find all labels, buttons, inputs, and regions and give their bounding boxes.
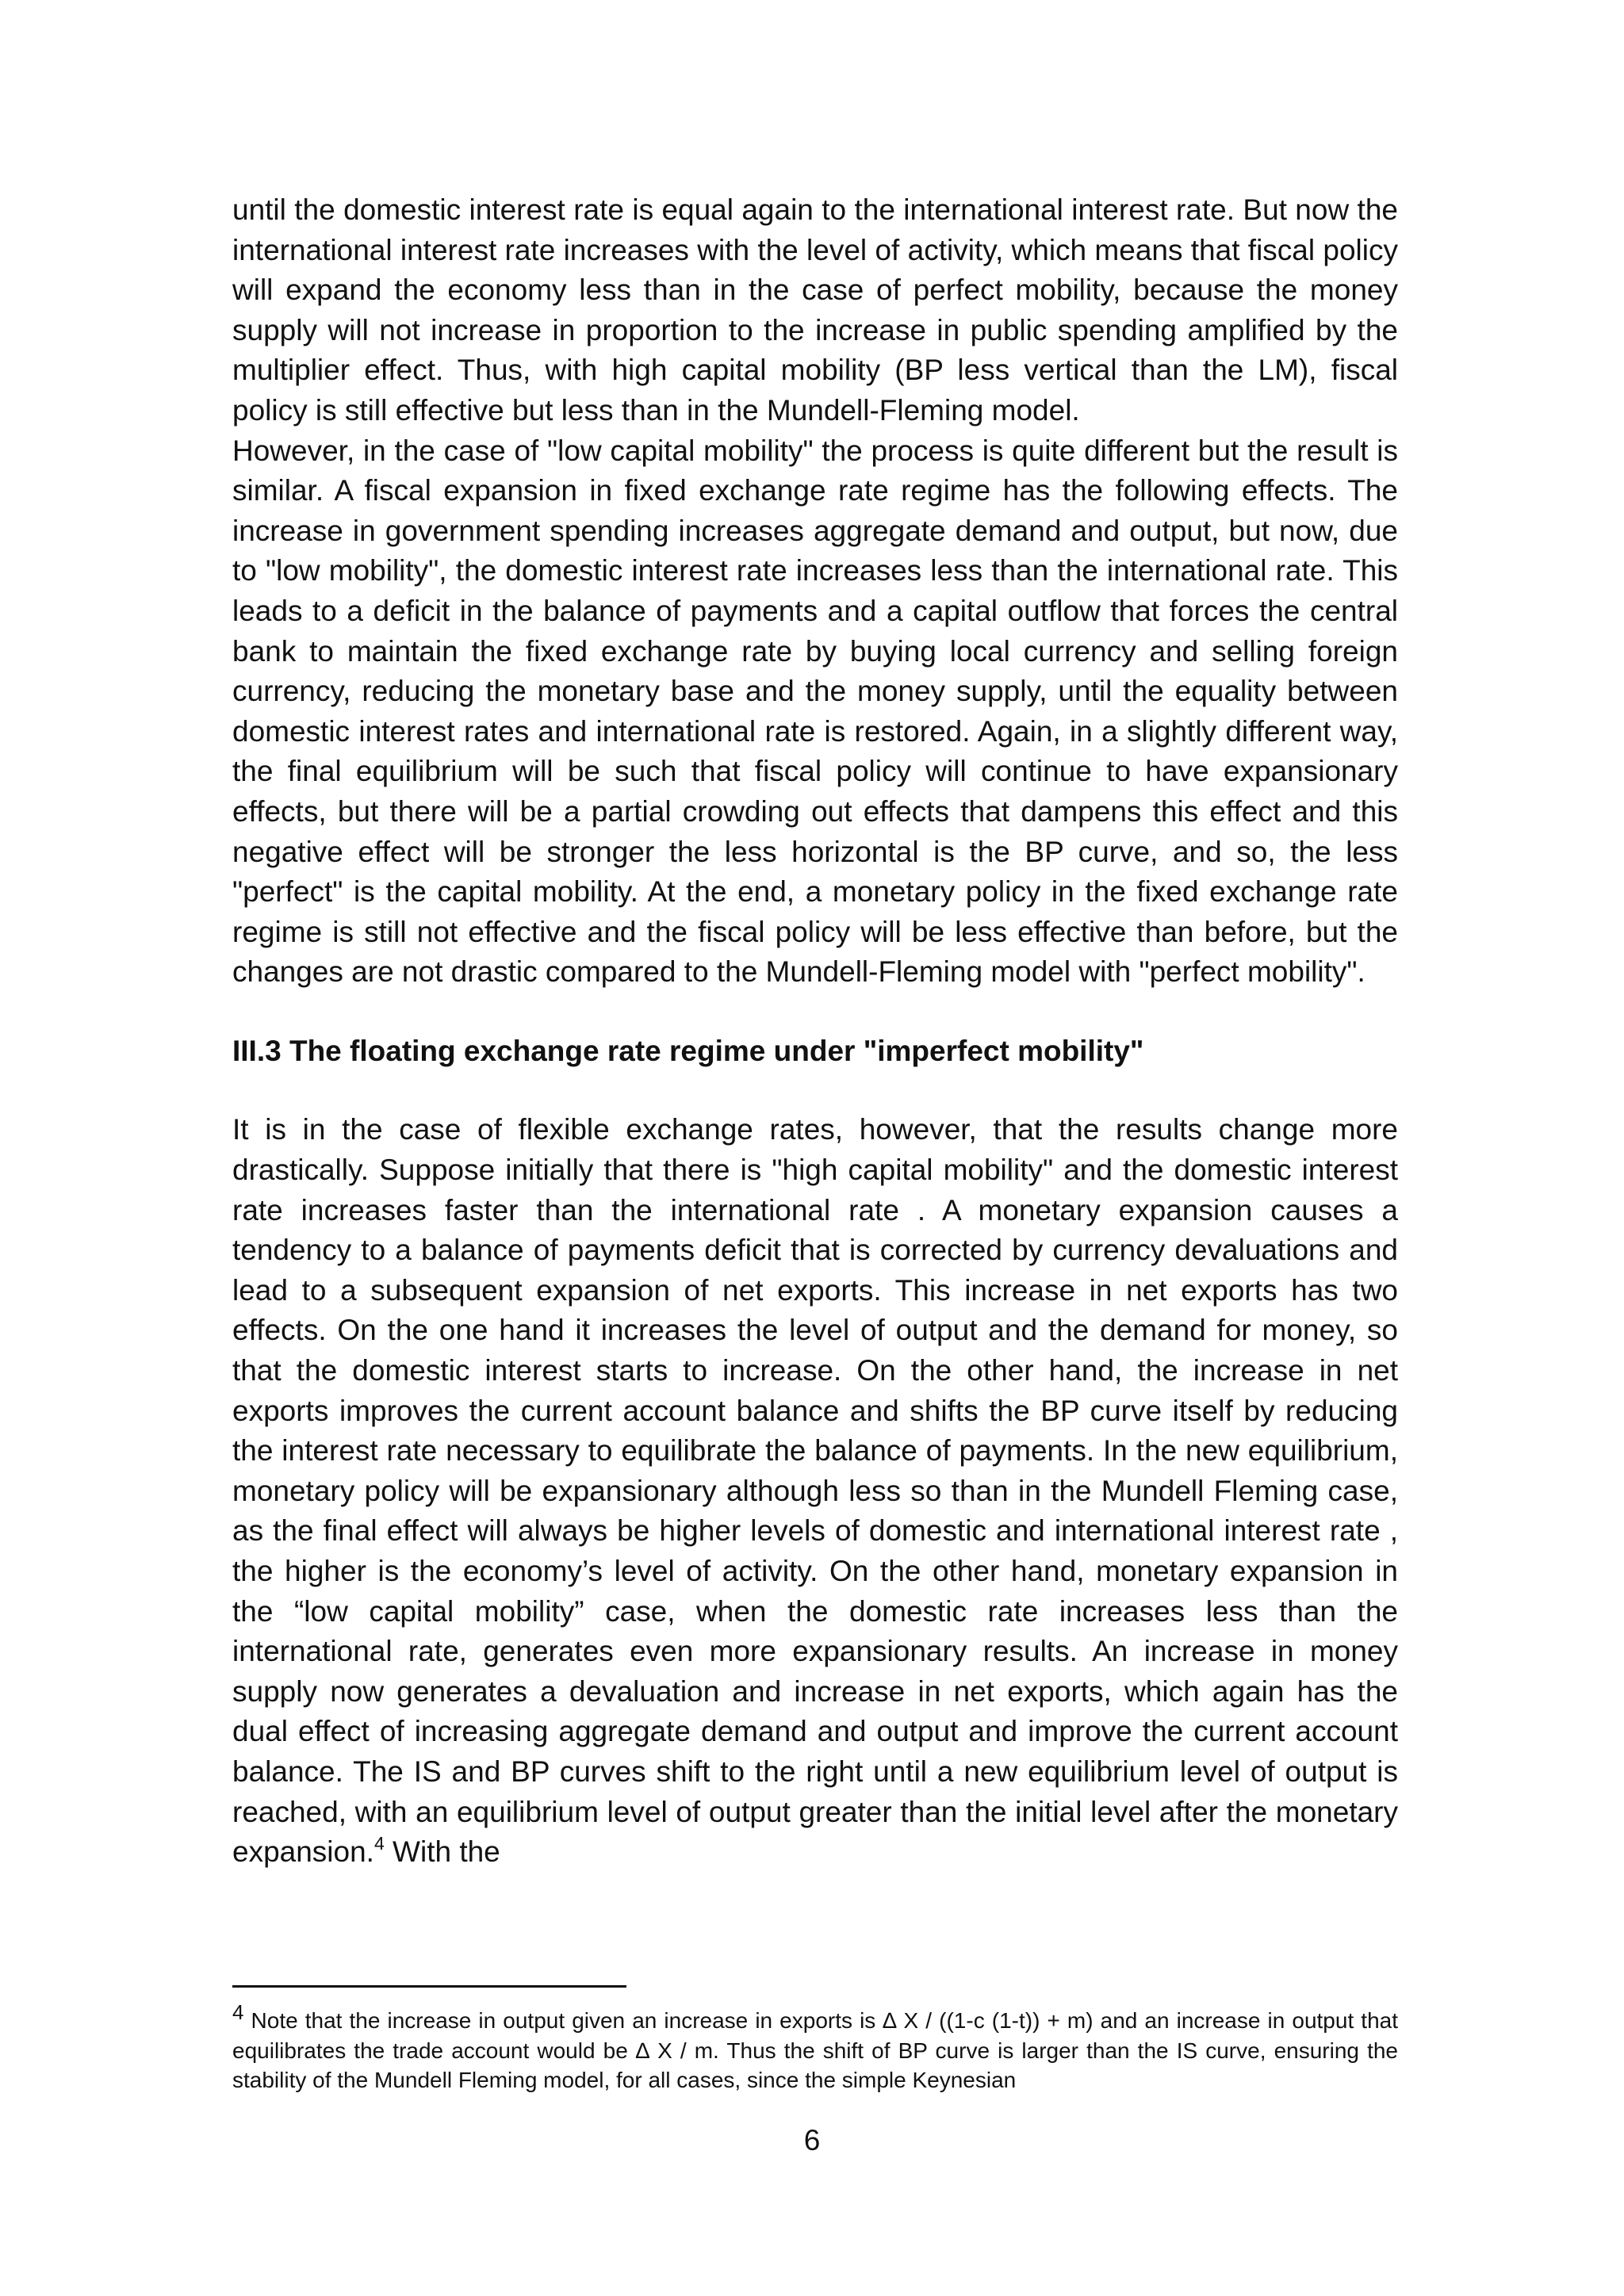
section-heading: III.3 The floating exchange rate regime under "imperfect mobility" bbox=[232, 1034, 1144, 1067]
paragraph-floating-rate bbox=[232, 1110, 1398, 1872]
footnote-text: Note that the increase in output given an increase in exports is ∆ X / ((1-c (1-t)) + m) and an increase in output that equilibrates the trade account would be ∆ X / m. Thus the shift of BP curve is larger than the IS curve, ensuring the stability of the Mundell Fleming model, for all cases, since the simple Keynesian bbox=[232, 2008, 1398, 2092]
footnote-divider bbox=[232, 1985, 626, 1988]
page-body bbox=[232, 190, 1398, 1873]
page-number: 6 bbox=[803, 2124, 821, 2156]
footnote-reference[interactable]: 4 bbox=[373, 1833, 385, 1854]
paragraph-fiscal-high-mobility: until the domestic interest rate is equal again to the international interest rate. But now the international interest rate increases with the level of activity, which means that fiscal policy will expand the economy less than in the case of perfect mobility, because the money supply will not increase in proportion to the increase in public spending amplified by the multiplier effect. Thus, with high capital mobility (BP less vertical than the LM), fiscal policy is still effective but less than in the Mundell-Fleming model. bbox=[232, 193, 1398, 427]
paragraph-fiscal-low-mobility: However, in the case of "low capital mobility" the process is quite different but the result is similar. A fiscal expansion in fixed exchange rate regime has the following effects. The increase in government spending increases aggregate demand and output, but now, due to "low mobility", the domestic interest rate increases less than the international rate. This leads to a deficit in the balance of payments and a capital outflow that forces the central bank to maintain the fixed exchange rate by buying local currency and selling foreign currency, reducing the monetary base and the money supply, until the equality between domestic interest rates and international rate is restored. Again, in a slightly different way, the final equilibrium will be such that fiscal policy will continue to have expansionary effects, but there will be a partial crowding out effects that dampens this effect and this negative effect will be stronger the less horizontal is the BP curve, and so, the less "perfect" is the capital mobility. At the end, a monetary policy in the fixed exchange rate regime is still not effective and the fiscal policy will be less effective than before, but the changes are not drastic compared to the Mundell-Fleming model with "perfect mobility". bbox=[232, 434, 1398, 989]
paragraph-floating-rate-text: It is in the case of flexible exchange rates, however, that the results change more drastically. Suppose initially that there is "high capital mobility" and the domestic interest rate increases faster than the international rate . A monetary expansion causes a tendency to a balance of payments deficit that is corrected by currency devaluations and lead to a subsequent expansion of net exports. This increase in net exports has two effects. On the one hand it increases the level of output and the demand for money, so that the domestic interest starts to increase. On the other hand, the increase in net exports improves the current account balance and shifts the BP curve itself by reducing the interest rate necessary to equilibrate the balance of payments. In the new equilibrium, monetary policy will be expansionary although less so than in the Mundell Fleming case, as the final effect will always be higher levels of domestic and international interest rate , the higher is the economy’s level of activity. On the other hand, monetary expansion in the “low capital mobility” case, when the domestic rate increases less than the international rate, generates even more expansionary results. An increase in money supply now generates a devaluation and increase in net exports, which again has the dual effect of increasing aggregate demand and output and improve the current account balance. The IS and BP curves shift to the right until a new equilibrium level of output is reached, with an equilibrium level of output greater than the initial level after the monetary expansion. bbox=[232, 1113, 1398, 1869]
footnote-marker: 4 bbox=[232, 2000, 244, 2024]
paragraph-floating-rate-tail: With the bbox=[384, 1835, 500, 1869]
footnote bbox=[232, 2000, 1398, 2095]
